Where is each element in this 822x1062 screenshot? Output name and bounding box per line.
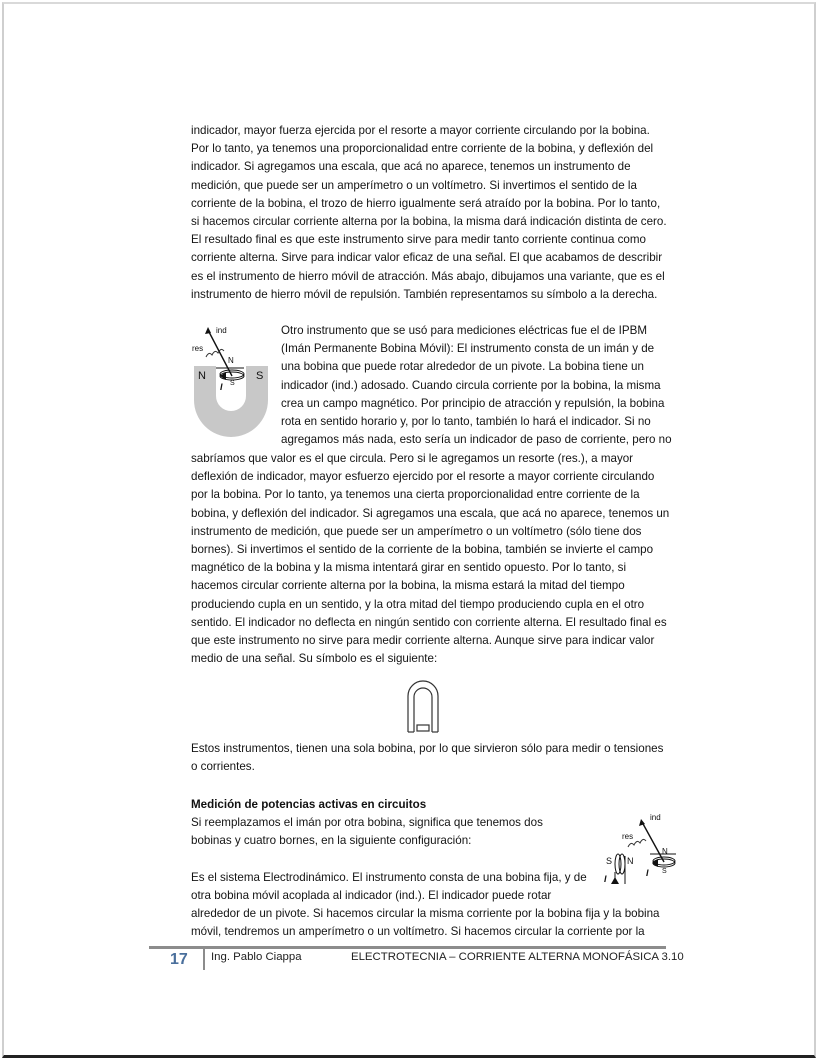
- fixed-coil-south-label: S: [606, 856, 613, 866]
- text-line: crea un campo magnético. Por principio de atracción y repulsión, la bobina: [281, 396, 665, 410]
- text-line: deflexión de indicador, mayor esfuerzo ejercido por el resorte a mayor corriente circulando: [191, 470, 655, 484]
- text-line: bobina, y deflexión del indicador. Si agregamos una escala, que acá no aparece, tenemos un: [191, 506, 670, 520]
- text-line: es el instrumento de hierro móvil de atracción. Más abajo, dibujamos una variante, que es el: [191, 269, 665, 283]
- text-line: agregamos más nada, esto sería un indicador de paso de corriente, pero no: [281, 433, 672, 447]
- indicator-label: ind: [650, 813, 661, 822]
- spring-label: res: [622, 832, 634, 841]
- text-line: El resultado final es que este instrumento sirve para medir tanto corriente continua como: [191, 233, 646, 247]
- footer-author: Ing. Pablo Ciappa: [211, 951, 302, 963]
- text-line: o corrientes.: [191, 760, 255, 774]
- text-line: si hacemos circular corriente alterna por la bobina, la misma dará indicación distinta de cero.: [191, 215, 667, 229]
- fixed-coil-north-label: N: [627, 856, 634, 866]
- text-line: Otro instrumento que se usó para mediciones eléctricas fue el de IPBM: [281, 324, 648, 337]
- ipbm-symbol-icon: [405, 678, 441, 734]
- text-line: medición, que puede ser un amperímetro o un voltímetro. Si invertimos el sentido de la: [191, 178, 637, 192]
- paragraph-electrodynamic-cont: [191, 905, 681, 941]
- footer-rule: [149, 946, 666, 949]
- text-line: alrededor de un pivote. Si hacemos circular la misma corriente por la bobina fija y la bobina: [191, 907, 660, 920]
- indicator-label: ind: [216, 326, 227, 335]
- text-line: bornes). Si invertimos el sentido de la corriente de la bobina, también se invierte el campo: [191, 543, 654, 557]
- text-line: produciendo cupla en un sentido, y la otra mitad del tiempo produciendo cupla en el otro: [191, 597, 645, 611]
- current-label: I: [220, 382, 223, 392]
- electrodynamic-diagram: [596, 812, 688, 892]
- magnet-south-label: S: [256, 370, 264, 382]
- text-line: magnético de la bobina y la misma intentará girar en sentido opuesto. Por lo tanto, si: [191, 561, 627, 575]
- text-line: indicador, mayor fuerza ejercida por el resorte a mayor corriente circulando por la bobina.: [191, 124, 650, 137]
- text-line: indicador. Si agregamos una escala, que acá no aparece, tenemos un instrumento de: [191, 160, 631, 174]
- moving-current-label: I: [646, 868, 649, 878]
- paragraph-ipbm-intro: [281, 322, 681, 449]
- page-number: 17: [170, 951, 188, 968]
- ipbm-symbol: [405, 678, 441, 734]
- paragraph-electrodynamic: [191, 869, 601, 905]
- text-line: que este instrumento no sirve para medir corriente alterna. Aunque sirve para indicar valor: [191, 634, 655, 648]
- text-line: rota en sentido horario y, por lo tanto, también lo hará el indicador. Si no: [281, 415, 651, 429]
- text-line: Si reemplazamos el imán por otra bobina, significa que tenemos dos: [191, 816, 543, 829]
- text-line: medio de una señal. Su símbolo es el siguiente:: [191, 652, 438, 666]
- text-line: corriente de la bobina, el trozo de hierro igualmente será atraído por la bobina. Por lo tanto,: [191, 196, 661, 210]
- fixed-current-label: I: [604, 874, 607, 884]
- spring-label: res: [192, 344, 204, 353]
- text-line: sentido. El indicador no deflecta en ningún sentido con corriente alterna. El resultado final es: [191, 615, 667, 629]
- text-line: corriente alterna. Sirve para indicar valor eficaz de una señal. El que acabamos de describir: [191, 251, 663, 265]
- text-line: móvil, tendremos un amperímetro o un voltímetro. Si hacemos circular la corriente por la: [191, 925, 645, 939]
- footer-divider: [203, 948, 205, 970]
- section-heading: Medición de potencias activas en circuitos: [191, 798, 427, 811]
- text-line: Por lo tanto, ya tenemos una proporcionalidad entre corriente de la bobina, y deflexión del: [191, 142, 654, 156]
- text-line: (Imán Permanente Bobina Móvil): El instrumento consta de un imán y de: [281, 342, 655, 356]
- text-line: instrumento de hierro móvil de repulsión. También representamos su símbolo a la derecha.: [191, 287, 658, 301]
- footer-title: ELECTROTECNIA – CORRIENTE ALTERNA MONOFÁSICA 3.10: [351, 951, 684, 963]
- text-line: sabríamos que valor es el que circula. Pero si le agregamos un resorte (res.), a mayor: [191, 452, 634, 465]
- text-line: por la bobina. Por lo tanto, ya tenemos una cierta proporcionalidad entre corriente de la: [191, 488, 640, 502]
- text-line: instrumento de medición, que puede ser un amperímetro o un voltímetro (sólo tiene dos: [191, 524, 642, 538]
- text-line: hacemos circular corriente alterna por la bobina, la misma estará la mitad del tiempo: [191, 579, 625, 593]
- coil-south-label: S: [230, 380, 235, 387]
- text-line: bobinas y cuatro bornes, en la siguiente configuración:: [191, 834, 472, 848]
- electrodynamic-instrument-icon: [596, 812, 688, 892]
- coil-north-label: N: [228, 356, 234, 365]
- paragraph-two-coils: [191, 814, 571, 850]
- text-line: Estos instrumentos, tienen una sola bobina, por lo que sirvieron sólo para medir o tensiones: [191, 742, 664, 755]
- magnet-north-label: N: [198, 370, 206, 382]
- text-line: indicador (ind.) adosado. Cuando circula corriente por la bobina, la misma: [281, 378, 661, 392]
- text-line: Es el sistema Electrodinámico. El instrumento consta de una bobina fija, y de: [191, 871, 587, 884]
- paragraph-single-coil: [191, 740, 681, 776]
- moving-coil-north-label: N: [662, 847, 668, 856]
- ipbm-diagram: [186, 324, 276, 444]
- text-line: una bobina que puede rotar alrededor de un pivote. La bobina tiene un: [281, 360, 644, 374]
- text-line: otra bobina móvil acoplada al indicador (ind.). El indicador puede rotar: [191, 889, 552, 903]
- paragraph-iron-vane: [191, 122, 681, 304]
- moving-coil-south-label: S: [662, 868, 667, 875]
- paragraph-ipbm-detail: [191, 450, 681, 668]
